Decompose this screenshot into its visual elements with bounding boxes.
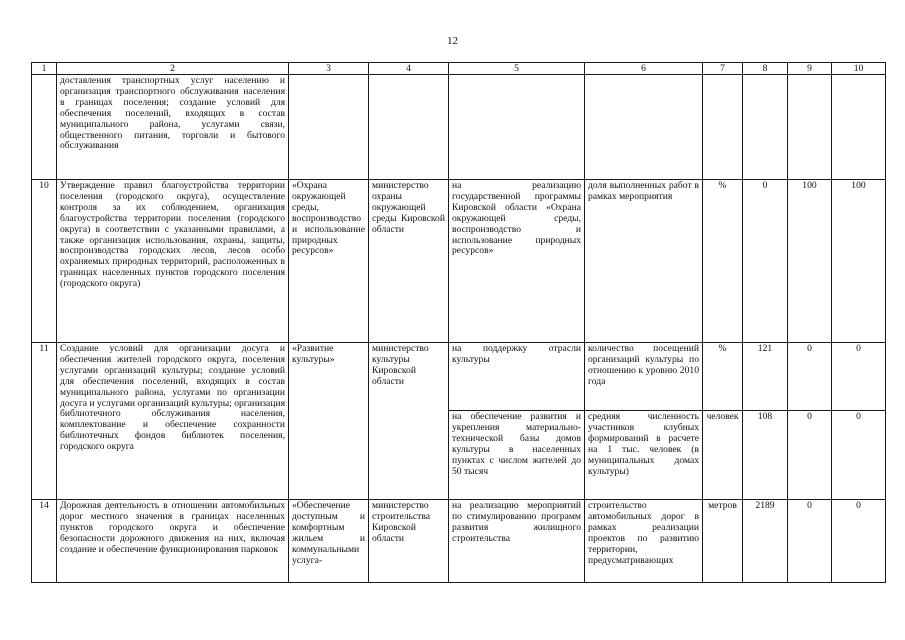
value-col9-cell: 0	[788, 343, 832, 411]
table-row	[32, 500, 886, 583]
value-col10-cell: 100	[832, 180, 886, 343]
header-cell: 1	[32, 63, 57, 75]
subsidy-purpose-cell: на реализацию государственной программы Кировской области «Охрана окружающей среды, воспроизводство и использование природных ресурсов»	[449, 180, 585, 343]
header-cell: 6	[585, 63, 703, 75]
header-cell: 2	[57, 63, 289, 75]
value-col9-cell: 0	[788, 411, 832, 500]
header-cell: 8	[743, 63, 788, 75]
ministry-cell: министерство строительства Кировской области	[369, 500, 449, 583]
value-col9-cell: 0	[788, 500, 832, 583]
header-cell: 3	[289, 63, 369, 75]
table-row-continuation	[32, 75, 886, 180]
program-cell: «Охрана окружающей среды, воспроизводство и использование природных ресурсов»	[289, 180, 369, 343]
header-row	[32, 63, 886, 75]
subsidy-purpose-cell: на обеспечение развития и укрепления материально-технической базы домов культуры в населенных пунктах с числом жителей до 50 тысяч	[449, 411, 585, 500]
page-number: 12	[447, 35, 458, 47]
indicator-cell: доля выполненных работ в рамках мероприятия	[585, 180, 703, 343]
authority-cell: Создание условий для организации досуга и обеспечения жителей городского округа, поселения услугами организаций культуры; создание условий для обеспечения поселений, входящих в состав муниципального района, услугами по организации досуга и услугами организаций культуры; организация библиотечного обслуживания населения, комплектование и обеспечение сохранности библиотечных фондов библиотек поселения, городского округа	[57, 343, 289, 500]
row-number-cell	[32, 75, 57, 180]
header-cell: 5	[449, 63, 585, 75]
authority-cell: доставления транспортных услуг населению и организация транспортного обслуживания населения в границах поселения; создание условий для обеспечения поселений, входящих в состав муниципального района, услугами связи, общественного питания, торговли и бытового обслуживания	[57, 75, 289, 180]
indicator-cell: количество посещений организаций культуры по отношению к уровню 2010 года	[585, 343, 703, 411]
unit-cell: метров	[703, 500, 743, 583]
value-col10-cell: 0	[832, 343, 886, 411]
indicator-cell: строительство автомобильных дорог в рамках реализации проектов по развитию территории, предусматривающих	[585, 500, 703, 583]
value-col10-cell: 0	[832, 500, 886, 583]
header-cell: 4	[369, 63, 449, 75]
authority-cell: Утверждение правил благоустройства территории поселения (городского округа), осуществление контроля за их соблюдением, организация благоустройства территории поселения (городского округа) в соответствии с указанными правилами, а также организация использования, охраны, защиты, воспроизводства городских лесов, лесов особо охраняемых природных территорий, расположенных в границах населенных пунктов городского поселения (городского округа)	[57, 180, 289, 343]
unit-cell: человек	[703, 411, 743, 500]
ministry-cell: министерство охраны окружающей среды Кировской области	[369, 180, 449, 343]
row-number: 14	[32, 500, 57, 583]
value-col8-cell: 2189	[743, 500, 788, 583]
ministry-cell: министерство культуры Кировской области	[369, 343, 449, 500]
unit-cell: %	[703, 180, 743, 343]
header-cell: 7	[703, 63, 743, 75]
program-cell: «Обеспечение доступным и комфортным жильем и коммунальными услуга-	[289, 500, 369, 583]
authority-cell: Дорожная деятельность в отношении автомобильных дорог местного значения в границах населенных пунктов городского округа и обеспечение безопасности дорожного движения на них, включая создание и обеспечение функционирования парковок	[57, 500, 289, 583]
value-col8-cell: 108	[743, 411, 788, 500]
unit-cell: %	[703, 343, 743, 411]
header-cell: 10	[832, 63, 886, 75]
subsidy-purpose-cell: на поддержку отрасли культуры	[449, 343, 585, 411]
row-number: 11	[32, 343, 57, 500]
value-col8-cell: 0	[743, 180, 788, 343]
value-col8-cell: 121	[743, 343, 788, 411]
program-cell: «Развитие культуры»	[289, 343, 369, 500]
value-col10-cell: 0	[832, 411, 886, 500]
header-cell: 9	[788, 63, 832, 75]
row-number: 10	[32, 180, 57, 343]
subsidy-purpose-cell: на реализацию мероприятий по стимулированию программ развития жилищного строительства	[449, 500, 585, 583]
table-row	[32, 343, 886, 411]
table-row	[32, 180, 886, 343]
indicator-cell: средняя численность участников клубных формирований в расчете на 1 тыс. человек (в муниципальных домах культуры)	[585, 411, 703, 500]
value-col9-cell: 100	[788, 180, 832, 343]
data-table	[31, 62, 886, 583]
